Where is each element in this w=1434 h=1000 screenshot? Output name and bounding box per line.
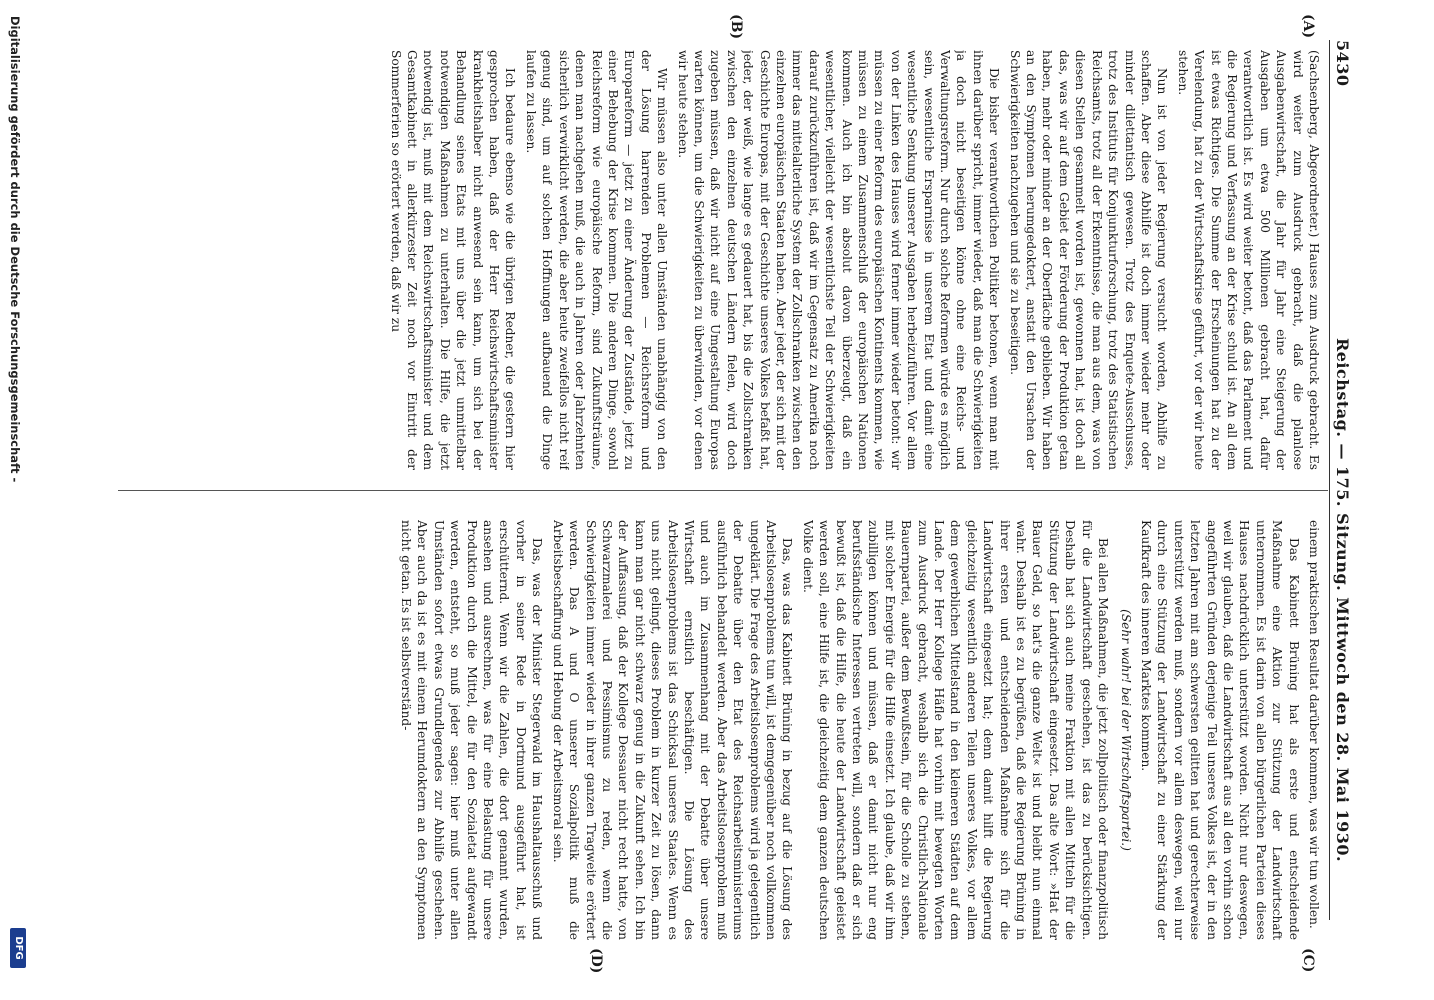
digitization-note: Digitalisierung gefördert durch die Deutsche Forschungsgemeinschaft - bbox=[8, 16, 22, 483]
paragraph: Wir müssen also unter allen Umständen unabhängig von den der Lösung harrenden Problemen — Reichsreform und Europareform — jetzt zu einer Änderung der Zustände, jetzt zu einer Behebung der Krise kommen. Die anderen Dinge, sowohl Reichsreform wie europäische Reform, sind Zukunftsträume, denen man nachgehen muß, die auch in Jahren oder Jahrzehnten sicherlich verwirklicht werden, die aber heute zweifellos nicht reif genug sind, um auf solchen Hoffnungen aufbauend die Dinge laufen zu lassen. bbox=[523, 50, 670, 470]
header-rule bbox=[1329, 40, 1330, 920]
margin-marker-a: (A) bbox=[1300, 14, 1316, 39]
dfg-logo: DFG bbox=[10, 928, 26, 968]
paragraph: Nun ist von jeder Regierung versucht worden, Abhilfe zu schaffen. Aber diese Abhilfe ist doch immer wieder mehr oder minder dilettantisch gewesen. Trotz des Enquete-Ausschusses, trotz des Instituts für Konjunkturforschung, trotz des Statistischen Reichsamts, trotz all der Erkenntnisse, die man aus dem, was von diesen Stellen gesammelt worden ist, gewonnen hat, ist doch all das, was wir auf dem Gebiet der Förderung der Produktion getan haben, mehr oder minder an der Oberfläche geblieben. Wir haben an den Symptomen herumgedoktert, anstatt den Ursachen der Schwierigkeiten nachzugehen und sie zu beseitigen. bbox=[1007, 50, 1170, 470]
paragraph: Das, was das Kabinett Brüning in bezug auf die Lösung des Arbeitslosenproblems tun will, ist demgegenüber noch vollkommen ungeklärt. Die Frage des Arbeitslosenproblems wird ja gelegentlich der Debatte über den Etat des Reichsarbeitsministeriums ausführlich behandelt werden. Aber das Arbeitslosenproblem muß und auch im Zusammenhang mit der Debatte über unsere Wirtschaft ernstlich beschäftigen. Die Lösung des Arbeitslosenproblems ist das Schicksal unseres Staates. Wenn es uns nicht gelingt, dieses Problem in kurzer Zeit zu lösen, dann kann man gar nicht schwarz genug in die Zukunft sehen. Ich bin der Auffassung, daß der Kollege Dessauer nicht recht hatte, von Schwarzmalerei und Pessimismus zu reden, wenn die Schwierigkeiten immer wieder in ihrer ganzen Tragweite erörtert werden. Das A und O unserer Sozialpolitik muß die Arbeitsbeschaffung und Hebung der Arbeitsmoral sein. bbox=[550, 520, 795, 940]
paragraph: (Sachsenberg, Abgeordneter.) Hauses zum Ausdruck gebracht. Es wird weiter zum Ausdruck gebracht, daß die planlose Ausgabenwirtschaft, die Jahr für Jahr eine Steigerung der Ausgaben um etwa 500 Millionen gebracht hat, dafür verantwortlich ist. Es wird weiter betont, daß das Parlament und die Regierung und Verfassung an der Krise schuld ist. An all dem ist etwas Richtiges. Die Summe der Erscheinungen hat zu der Verelendung, hat zu der Wirtschaftskrise geführt, vor der wir heute stehen. bbox=[1175, 50, 1321, 470]
page-number: 5430 bbox=[1333, 40, 1352, 87]
left-column bbox=[122, 50, 1322, 470]
paragraph: einem praktischen Resultat darüber kommen, was wir tun wollen. bbox=[1307, 520, 1321, 929]
margin-marker-b: (B) bbox=[728, 14, 744, 40]
paragraph: Das Kabinett Brüning hat als erste und entscheidende Maßnahme eine Aktion zur Stützung der Landwirtschaft unternommen. Es ist darin von allen bürgerlichen Parteien dieses Hauses nachdrücklich unterstützt worden. Nicht nur deswegen, weil wir glauben, daß die Landwirtschaft aus all den vorhin schon angeführten Gründen derjenige Teil unseres Volkes ist, der in den letzten Jahren mit am schwersten gelitten hat und gerechterweise unterstützt werden muß, sondern vor allem deswegen, weil nur durch eine Stützung der Landwirtschaft zu einer Stärkung der Kaufkraft des inneren Marktes kommen. bbox=[1138, 520, 1301, 940]
running-title: Reichstag. — 175. Sitzung. Mittwoch den 28. Mai 1930. bbox=[1333, 337, 1352, 863]
margin-marker-c: (C) bbox=[1300, 948, 1316, 973]
column-separator bbox=[118, 490, 1328, 491]
right-column bbox=[122, 520, 1322, 940]
paragraph: Bei allen Maßnahmen, die jetzt zollpolitisch oder finanzpolitisch für die Landwirtschaft geschehen, ist das zu berücksichtigen. Deshalb hat sich auch meine Fraktion mit allen Mitteln für die Stützung der Landwirtschaft eingesetzt. Das alte Wort: »Hat der Bauer Geld, so hat's die ganze Welt« ist und bleibt nun einmal wahr. Deshalb ist es zu begrüßen, daß die Regierung Brüning in ihrer ersten und entscheidenden Maßnahme sich für die Landwirtschaft eingesetzt hat; denn damit hilft die Regierung gleichzeitig wesentlich anderen Teilen unseres Volkes, vor allem dem gewerblichen Mittelstand in den kleineren Städten auf dem Lande. Der Herr Kollege Häfle hat vorhin mit bewegten Worten zum Ausdruck gebracht, weshalb sich die Christlich-Nationale Bauernpartei, außer dem Bewußtsein, für die Scholle zu stehen, mit solcher Energie für die Hilfe einsetzt. Ich glaube, daß wir ihm zubilligen können und müssen, daß er damit nicht nur eng berufsständische Interessen vertreten will, sondern daß er sich bewußt ist, daß die Hilfe, die heute der Landwirtschaft geleistet werden soll, eine Hilfe ist, die gleichzeitig dem ganzen deutschen Volke dient. bbox=[800, 520, 1111, 940]
paragraph: Ich bedaure ebenso wie die übrigen Redner, die gestern hier gesprochen haben, daß der Herr Reichswirtschaftsminister krankheitshalber nicht anwesend sein kann, um sich bei der Behandlung seines Etats mit uns über die jetzt unmittelbar notwendigen Maßnahmen zu unterhalten. Die Hilfe, die jetzt notwendig ist, muß mit dem Reichswirtschaftsminister und dem Gesamtkabinett in allerkürzester Zeit noch vor Eintritt der Sommerferien so erörtert werden, daß wir zu bbox=[388, 50, 518, 470]
paragraph: Das, was der Minister Stegerwald im Haushaltausschuß und vorher in seiner Rede in Dortmund ausgeführt hat, ist erschütternd. Wenn wir die Zahlen, die dort genannt wurden, ansehen und ausrechnen, was für eine Belastung für unsere Produktion durch die Mittel, die für den Sozialetat aufgewandt werden, entsteht, so muß jeder sagen: hier muß unter allen Umständen sofort etwas Grundlegendes zur Abhilfe geschehen. Aber auch da ist es mit einem Herumdoktern an den Symptomen nicht getan. Es ist selbstverständ- bbox=[399, 520, 545, 940]
interjection: (Sehr wahr! bei der Wirtschaftspartei.) bbox=[1118, 609, 1133, 851]
paragraph: Die bisher verantwortlichen Politiker betonen, wenn man mit ihnen darüber spricht, immer wieder, daß man die Schwierigkeiten ja doch nicht beseitigen könne ohne eine Reichs- und Verwaltungsreform. Nur durch solche Reformen würde es möglich sein, wesentliche Ersparnisse in unserem Etat und damit eine wesentliche Senkung unserer Ausgaben herbeizuführen. Vor allem von der Linken des Hauses wird ferner immer wieder betont: wir müssen zu einer Reform des europäischen Kontinents kommen, wie müssen zu einem Zusammenschluß der europäischen Nationen kommen. Auch ich bin absolut davon überzeugt, daß ein wesentlicher, vielleicht der wesentlichste Teil der Schwierigkeiten darauf zurückzuführen ist, daß wir im Gegensatz zu Amerika noch immer das mittelalterliche System der Zollschranken zwischen den einzelnen europäischen Staaten haben. Aber jeder, der sich mit der Geschichte Europas, mit der Geschichte unseres Volkes befaßt hat, jeder, der weiß, wie lange es gedauert hat, bis die Zollschranken zwischen den einzelnen deutschen Ländern fielen, wird doch zugeben müssen, daß wir nicht auf eine Umgestaltung Europas warten können, um die Schwierigkeiten zu überwinden, vor denen wir heute stehen. bbox=[675, 50, 1002, 470]
page-header bbox=[1334, 0, 1434, 1000]
margin-marker-d: (D) bbox=[588, 948, 604, 974]
